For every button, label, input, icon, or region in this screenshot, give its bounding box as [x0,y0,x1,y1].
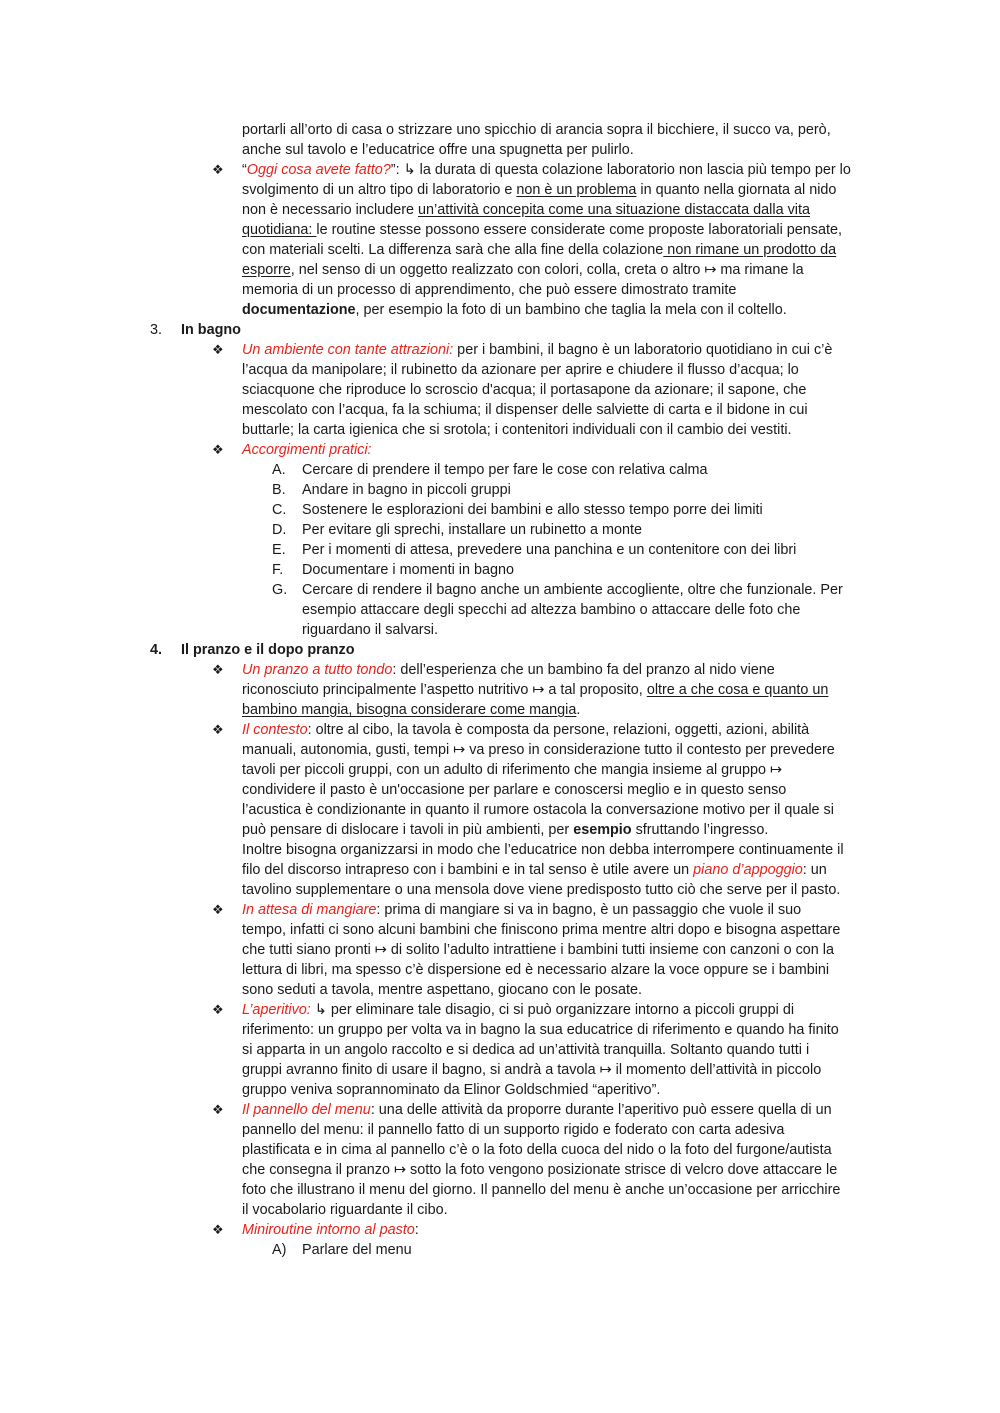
diamond-bullet-icon: ❖ [212,162,224,177]
bullet-title: Un ambiente con tante attrazioni: [242,342,454,358]
diamond-bullet-icon: ❖ [212,902,224,917]
paragraph-line: mescolato con l’acqua, fa la schiuma; il dispenser delle salviette di carta e il bidone in cui [242,402,808,418]
paragraph-line: pannello del menu: il pannello fatto di un supporto rigido e foderato con carta adesiva [242,1122,785,1138]
bullet-aperitivo-line: L’aperitivo: ↳ per eliminare tale disagio, ci si può organizzare intorno a piccoli gruppi di [242,1002,795,1018]
bullet-menu-line: Il pannello del menu: una delle attività da proporre durante l’aperitivo può essere quella di un [242,1102,832,1118]
section-heading: Il pranzo e il dopo pranzo [181,642,355,658]
bullet-attesa-line: In attesa di mangiare: prima di mangiare si va in bagno, è un passaggio che vuole il suo [242,902,802,918]
paragraph-line: tavoli per piccoli gruppi, con un adulto di riferimento che mangia insieme al gruppo ↦ [242,762,783,778]
paragraph-line: tempo, infatti ci sono alcuni bambini che finiscono prima mentre altri dopo e bisogna aspettare [242,922,841,938]
bullet-pranzo-line: Un pranzo a tutto tondo: dell’esperienza che un bambino fa del pranzo al nido viene [242,662,775,678]
bullet-title: In attesa di mangiare [242,902,377,918]
paragraph-line: sciacquone che riproduce lo scroscio d'acqua; il portasapone da azionare; il sapone, che [242,382,807,398]
list-letter: E. [272,542,286,558]
bullet-title: Miniroutine intorno al pasto [242,1222,415,1238]
paragraph-line: si apparta in un angolo raccolto e si dedica ad un’attività tranquilla. Soltanto quando tutti i [242,1042,810,1058]
paragraph-line: esporre, nel senso di un oggetto realizzato con colori, colla, creta o altro ↦ ma rimane la [242,262,804,278]
list-letter: G. [272,582,288,598]
paragraph-line: portarli all’orto di casa o strizzare uno spicchio di arancia sopra il bicchiere, il succo va, però, [242,122,831,138]
paragraph-line: l’acustica è condizionante in quanto il rumore ostacola la conversazione motivo per il quale si [242,802,834,818]
paragraph-line: riferimento: un gruppo per volta va in bagno la sua educatrice di riferimento e quando ha finito [242,1022,839,1038]
paragraph-line: gruppi avranno finito di usare il bagno, si andrà a tavola ↦ il momento dell’attività in piccolo [242,1062,822,1078]
diamond-bullet-icon: ❖ [212,662,224,677]
diamond-bullet-icon: ❖ [212,442,224,457]
paragraph-line: con materiali scelti. La differenza sarà che alla fine della colazione non rimane un prodotto da [242,242,837,258]
list-item-continuation: riguardano il salvarsi. [302,622,438,638]
diamond-bullet-icon: ❖ [212,342,224,357]
list-item: Documentare i momenti in bagno [302,562,514,578]
list-letter: C. [272,502,287,518]
paragraph-line: l’acqua da manipolare; il rubinetto da azionare per aprire e chiudere il flusso d’acqua; lo [242,362,799,378]
list-item: Per evitare gli sprechi, installare un rubinetto a monte [302,522,642,538]
bullet-ambiente-line: Un ambiente con tante attrazioni: per i bambini, il bagno è un laboratorio quotidiano in cui c’è [242,342,833,358]
diamond-bullet-icon: ❖ [212,722,224,737]
paragraph-line: tavolino supplementare o una mensola dove viene predisposto tutto ciò che serve per il pasto. [242,882,841,898]
paragraph-line: può pensare di dislocare i tavoli in più ambienti, per esempio sfruttando l’ingresso. [242,822,769,838]
section-number: 3. [150,322,163,338]
bullet-oggi-line: “Oggi cosa avete fatto?”: ↳ la durata di questa colazione laboratorio non lascia più tempo per lo [242,162,851,178]
diamond-bullet-icon: ❖ [212,1002,224,1017]
list-letter: A. [272,462,286,478]
paragraph-line: filo del discorso intrapreso con i bambini e in tal senso è utile avere un piano d’appoggio: un [242,862,827,878]
list-letter: B. [272,482,286,498]
list-item: Cercare di rendere il bagno anche un ambiente accogliente, oltre che funzionale. Per [302,582,843,598]
paragraph-line: sono seduti a tavola, mentre aspettano, giocano con le posate. [242,982,643,998]
paragraph-line: bambino mangia, bisogna considerare come mangia. [242,702,581,718]
list-letter: A) [272,1242,287,1258]
bullet-title: Oggi cosa avete fatto? [246,162,391,178]
section-heading: In bagno [181,322,241,338]
list-letter: F. [272,562,284,578]
paragraph-line: Inoltre bisogna organizzarsi in modo che l’educatrice non debba interrompere continuamente il [242,842,844,858]
paragraph-line: buttarle; la carta igienica che si srotola; i contenitori individuali con il cambio dei vestiti. [242,422,792,438]
bullet-title: Un pranzo a tutto tondo [242,662,393,678]
paragraph-line: condividere il pasto è un'occasione per parlare e conoscersi meglio e in questo senso [242,782,787,798]
list-item: Cercare di prendere il tempo per fare le cose con relativa calma [302,462,708,478]
bullet-title: Il contesto [242,722,308,738]
bullet-title: Il pannello del menu [242,1102,371,1118]
bullet-title: Accorgimenti pratici: [242,442,372,458]
paragraph-line: foto che illustrano il menu del giorno. Il pannello del menu è anche un’occasione per arricchire [242,1182,841,1198]
diamond-bullet-icon: ❖ [212,1102,224,1117]
paragraph-line: quotidiana: le routine stesse possono essere considerate come proposte laboratoriali pensate, [242,222,842,238]
paragraph-line: manuali, autonomia, gusti, tempi ↦ va preso in considerazione tutto il contesto per prevedere [242,742,835,758]
paragraph-line: anche sul tavolo e l’educatrice offre una spugnetta per pulirlo. [242,142,634,158]
diamond-bullet-icon: ❖ [212,1222,224,1237]
bullet-title: L’aperitivo: [242,1002,311,1018]
bullet-miniroutine-line: Miniroutine intorno al pasto: [242,1222,419,1238]
list-item: Andare in bagno in piccoli gruppi [302,482,511,498]
list-item-continuation: esempio attaccare degli specchi ad altezza bambino o attaccare delle foto che [302,602,801,618]
list-item: Per i momenti di attesa, prevedere una panchina e un contenitore con dei libri [302,542,797,558]
paragraph-line: il vocabolario riguardante il cibo. [242,1202,448,1218]
list-letter: D. [272,522,287,538]
paragraph-line: che tutti siano pronti ↦ di solito l’adulto intrattiene i bambini tutti insieme con canzoni o con la [242,942,835,958]
paragraph-line: memoria di un processo di apprendimento, che può essere dimostrato tramite [242,282,737,298]
list-item: Parlare del menu [302,1242,412,1258]
paragraph-line: che consegna il pranzo ↦ sotto la foto vengono posizionate strisce di velcro dove attaccare le [242,1162,838,1178]
bullet-accorgimenti-line [242,440,372,460]
paragraph-line: svolgimento di un altro tipo di laboratorio e non è un problema in quanto nella giornata al nido [242,182,837,198]
paragraph-line: non è necessario includere un’attività concepita come una situazione distaccata dalla vita [242,202,810,218]
paragraph-line: lettura di libri, ma spesso c’è dispersione ed è necessario alzare la voce oppure se i bambini [242,962,830,978]
paragraph-line: gruppo veniva soprannominato da Elinor Goldschmied “aperitivo”. [242,1082,661,1098]
section-number: 4. [150,642,163,658]
paragraph-line: plastificata e in cima al pannello c’è o la foto della cuoca del nido o la foto del furgone/autista [242,1142,832,1158]
paragraph-line: documentazione, per esempio la foto di un bambino che taglia la mela con il coltello. [242,302,787,318]
paragraph-line: riconosciuto principalmente l’aspetto nutritivo ↦ a tal proposito, oltre a che cosa e quanto un [242,682,829,698]
bullet-contesto-line: Il contesto: oltre al cibo, la tavola è composta da persone, relazioni, oggetti, azioni, abilità [242,722,810,738]
list-item: Sostenere le esplorazioni dei bambini e allo stesso tempo porre dei limiti [302,502,763,518]
